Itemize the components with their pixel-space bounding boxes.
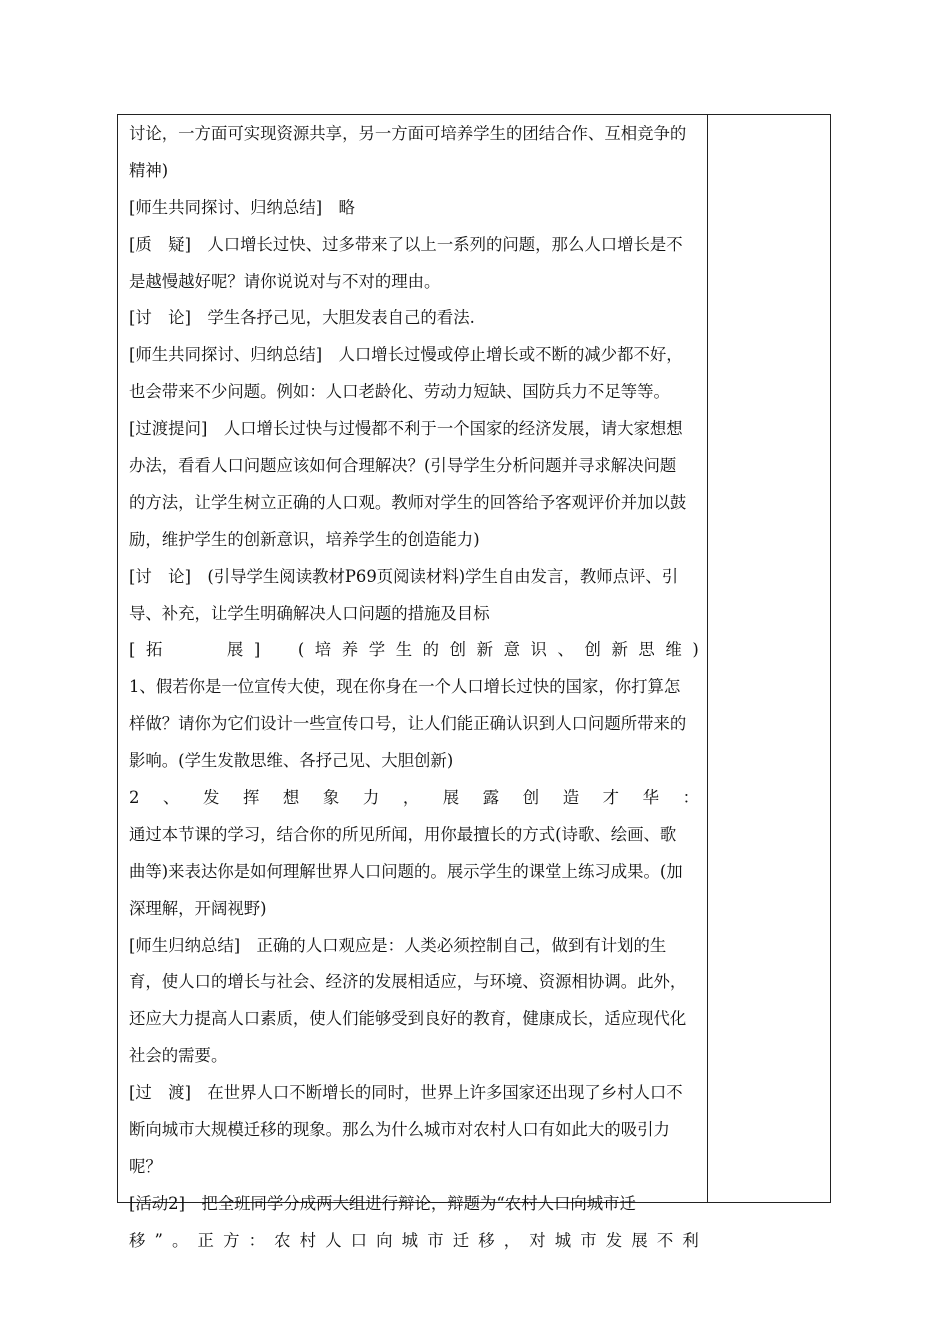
text-char: 才 <box>602 788 620 808</box>
text-line: 通过本节课的学习，结合你的所见所闻，用你最擅长的方式(诗歌、绘画、歌 <box>129 824 677 844</box>
text-char: 思 <box>638 640 655 660</box>
text-char: 培 <box>314 640 332 660</box>
text-line: 是越慢越好呢？请你说说对与不对的理由。 <box>129 271 441 291</box>
text-line: 励，维护学生的创新意识，培养学生的创造能力) <box>129 529 480 549</box>
text-line: 断向城市大规模迁移的现象。那么为什么城市对农村人口有如此大的吸引力 <box>129 1120 670 1140</box>
text-line: 还应大力提高人口素质，使人们能够受到良好的教育，健康成长，适应现代化 <box>129 1009 687 1029</box>
text-char: 城 <box>401 1230 419 1250</box>
text-char: 移 <box>478 1230 495 1250</box>
text-line: [过渡提问] 人口增长过快与过慢都不利于一个国家的经济发展，请大家想想 <box>129 419 683 439</box>
text-char: 2 <box>129 788 140 808</box>
text-line: [师生共同探讨、归纳总结] 人口增长过慢或停止增长或不断的减少都不好， <box>129 345 683 365</box>
text-char: 挥 <box>242 788 260 808</box>
text-line: [活动2] 把全班同学分成两大组进行辩论，辩题为“农村人口向城市迁 <box>129 1193 636 1213</box>
text-line: [师生归纳总结] 正确的人口观应是：人类必须控制自己，做到有计划的生 <box>129 935 667 955</box>
text-line-justified <box>129 780 699 817</box>
text-char: 象 <box>322 788 340 808</box>
text-char: 造 <box>562 788 580 808</box>
text-char: 生 <box>395 640 413 660</box>
text-line: [师生共同探讨、归纳总结] 略 <box>129 197 355 217</box>
text-line: [过 渡] 在世界人口不断增长的同时，世界上许多国家还出现了乡村人口不 <box>129 1083 683 1103</box>
text-char: 华 <box>642 788 660 808</box>
text-line: 呢？ <box>129 1156 162 1176</box>
text-line: 讨论，一方面可实现资源共享，另一方面可培养学生的团结合作、互相竞争的 <box>129 124 687 143</box>
text-char: 展 <box>442 788 460 808</box>
text-line: 精神) <box>129 160 169 180</box>
text-char: ： <box>248 1230 265 1250</box>
text-line: 办法，看看人口问题应该如何合理解决？(引导学生分析问题并寻求解决问题 <box>129 456 677 476</box>
text-char: 利 <box>682 1230 699 1250</box>
text-char: 市 <box>427 1230 444 1250</box>
text-char: 养 <box>341 640 359 660</box>
text-char: 拓 <box>145 640 163 660</box>
text-char: ( <box>297 640 305 660</box>
text-char: 村 <box>299 1230 316 1250</box>
text-char: 维 <box>665 640 682 660</box>
text-char: 迁 <box>452 1230 470 1250</box>
text-line: 育，使人口的增长与社会、经济的发展相适应，与环境、资源相协调。此外， <box>129 972 687 992</box>
text-line: 样做？请你为它们设计一些宣传口号，让人们能正确认识到人口问题所带来的 <box>129 714 687 734</box>
text-line: 曲等)来表达你是如何理解世界人口问题的。展示学生的课堂上练习成果。(加 <box>129 861 683 881</box>
text-char: 正 <box>197 1230 214 1250</box>
text-char: 向 <box>376 1230 393 1250</box>
text-char: 。 <box>172 1230 189 1250</box>
text-char: ， <box>503 1230 521 1250</box>
text-char: 新 <box>611 640 628 660</box>
text-line: 影响。(学生发散思维、各抒己见、大胆创新) <box>129 751 454 771</box>
text-char: 展 <box>226 640 244 660</box>
text-char: 新 <box>476 640 493 660</box>
text-char: 农 <box>274 1230 291 1250</box>
text-char: 的 <box>422 640 440 660</box>
text-char: 想 <box>282 788 300 808</box>
text-char: 市 <box>580 1230 597 1250</box>
text-char: 、 <box>557 640 574 660</box>
text-line: [质 疑] 人口增长过快、过多带来了以上一系列的问题，那么人口增长是不 <box>129 234 683 254</box>
text-char: ) <box>692 640 699 660</box>
text-char: ： <box>682 788 699 808</box>
text-char: [ <box>129 640 136 660</box>
text-line: 社会的需要。 <box>129 1046 228 1066</box>
text-char: 识 <box>530 640 547 660</box>
text-char: 口 <box>350 1230 368 1250</box>
text-line-justified <box>129 1223 699 1260</box>
text-char: ， <box>402 788 420 808</box>
text-char: 创 <box>449 640 467 660</box>
text-char: 创 <box>584 640 601 660</box>
text-char: 人 <box>325 1230 342 1250</box>
text-line: 导、补充，让学生明确解决人口问题的措施及目标 <box>129 603 490 623</box>
text-line: 深理解，开阔视野) <box>129 898 267 918</box>
lesson-content-cell <box>129 116 699 1260</box>
text-char: 发 <box>202 788 220 808</box>
text-char: 意 <box>503 640 520 660</box>
text-line: 的方法，让学生树立正确的人口观。教师对学生的回答给予客观评价并加以鼓 <box>129 492 687 512</box>
text-char <box>173 632 189 669</box>
text-line: 也会带来不少问题。例如：人口老龄化、劳动力短缺、国防兵力不足等等。 <box>129 382 670 402</box>
text-char <box>271 632 287 669</box>
text-char: 露 <box>482 788 500 808</box>
table-column-divider <box>707 114 708 1203</box>
text-char: 、 <box>163 788 180 808</box>
text-line: 1、假若你是一位宣传大使，现在你身在一个人口增长过快的国家，你打算怎 <box>129 677 681 697</box>
text-char: 移 <box>129 1230 146 1250</box>
text-line: [讨 论] 学生各抒己见，大胆发表自己的看法. <box>129 308 475 328</box>
text-char <box>200 632 216 669</box>
text-char: ” <box>154 1230 163 1250</box>
text-char: 力 <box>362 788 380 808</box>
text-line-justified <box>129 632 699 669</box>
text-char: 方 <box>223 1230 240 1250</box>
text-char: 展 <box>631 1230 648 1250</box>
text-char: 学 <box>368 640 386 660</box>
text-char: 不 <box>656 1230 674 1250</box>
text-char: 发 <box>605 1230 623 1250</box>
text-line: [讨 论] (引导学生阅读教材P69页阅读材料)学生自由发言，教师点评、引 <box>129 566 679 586</box>
text-char: ] <box>253 640 261 660</box>
text-char: 创 <box>522 788 540 808</box>
text-char: 城 <box>554 1230 572 1250</box>
text-char: 对 <box>529 1230 546 1250</box>
